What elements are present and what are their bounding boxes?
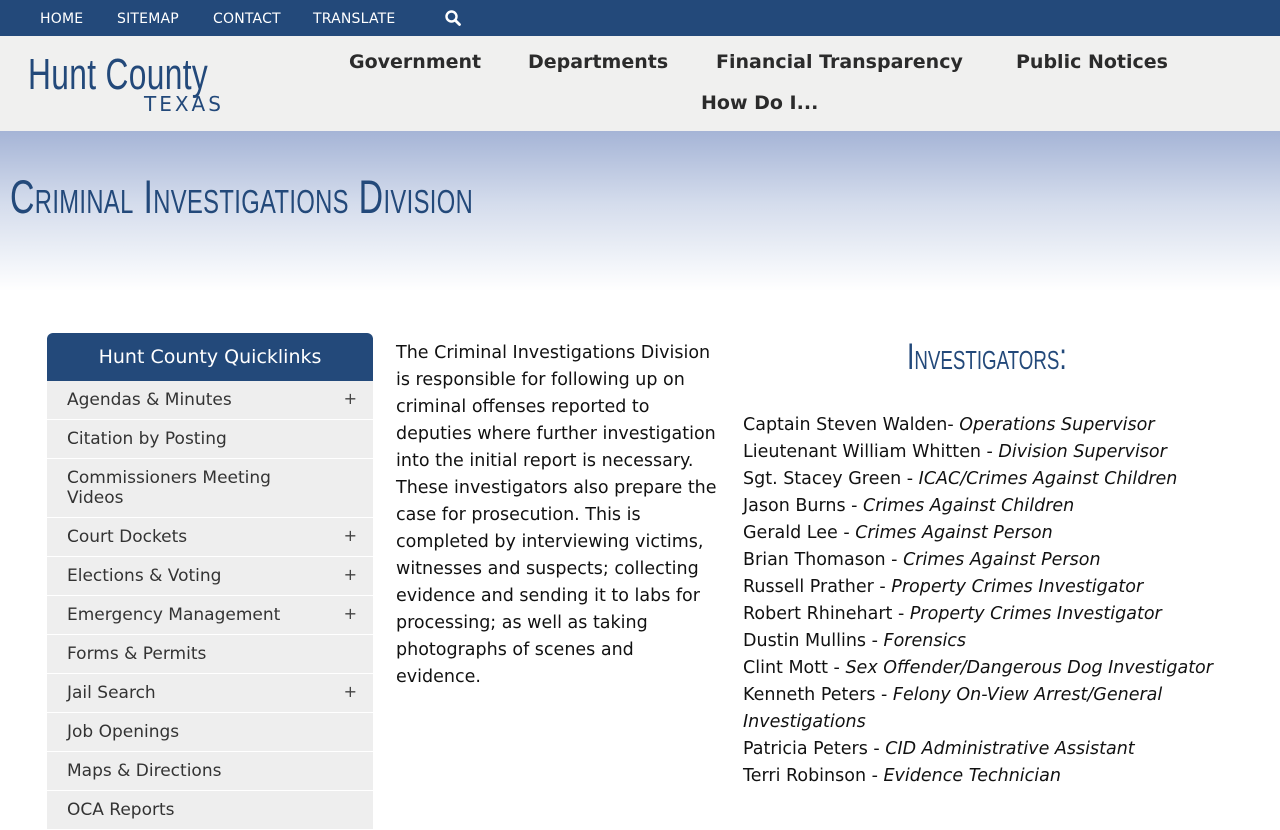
quicklinks-title: Hunt County Quicklinks	[47, 333, 373, 381]
investigator-name: Dustin Mullins -	[743, 631, 884, 651]
investigator-role: Felony On-View Arrest/General Investigations	[743, 685, 1163, 732]
quicklink-item[interactable]	[47, 518, 373, 557]
quicklink-label: Court Dockets	[67, 527, 188, 547]
investigator-entry	[743, 736, 1243, 763]
expand-plus-icon[interactable]: +	[343, 526, 357, 545]
site-header	[0, 36, 1280, 131]
investigator-role: Sex Offender/Dangerous Dog Investigator	[845, 658, 1213, 678]
quicklink-item[interactable]	[47, 459, 373, 518]
expand-plus-icon[interactable]: +	[343, 682, 357, 701]
nav-departments[interactable]: Departments	[528, 51, 669, 73]
investigator-entry	[743, 439, 1243, 466]
quicklinks-sidebar	[47, 333, 373, 830]
investigator-name: Captain Steven Walden-	[743, 415, 960, 435]
investigator-role: Property Crimes Investigator	[909, 604, 1162, 624]
investigator-role: Operations Supervisor	[959, 415, 1155, 435]
investigators-heading: Investigators:	[907, 336, 1067, 377]
quicklink-label: OCA Reports	[67, 800, 175, 820]
quicklink-item[interactable]	[47, 635, 373, 674]
investigator-name: Patricia Peters -	[743, 739, 886, 759]
investigator-role: Forensics	[883, 631, 967, 651]
topbar-link-sitemap[interactable]: SITEMAP	[117, 11, 179, 27]
investigator-entry	[743, 412, 1243, 439]
quicklink-label: Maps & Directions	[67, 761, 222, 781]
topbar-link-translate[interactable]: TRANSLATE	[313, 11, 396, 27]
investigator-role: Crimes Against Person	[855, 523, 1053, 543]
division-description: The Criminal Investigations Division is responsible for following up on criminal offenses reported to deputies where further investigation into the initial report is necessary. These investigators also prepare the case for prosecution. This is completed by interviewing victims, witnesses and suspects; collecting evidence and sending it to labs for processing; as well as taking photographs of scenes and evidence.	[396, 343, 717, 687]
quicklink-label: Citation by Posting	[67, 429, 227, 449]
investigator-entry	[743, 574, 1243, 601]
investigator-role: ICAC/Crimes Against Children	[918, 469, 1178, 489]
investigator-role: Property Crimes Investigator	[891, 577, 1144, 597]
investigator-role: Crimes Against Person	[903, 550, 1101, 570]
quicklink-label: Forms & Permits	[67, 644, 207, 664]
quicklink-label: Commissioners Meeting Videos	[67, 468, 271, 508]
quicklink-item[interactable]	[47, 420, 373, 459]
investigator-role: Division Supervisor	[998, 442, 1167, 462]
topbar-link-home[interactable]: HOME	[40, 11, 84, 27]
page-banner	[0, 131, 1280, 291]
nav-public-notices[interactable]: Public Notices	[1016, 51, 1168, 73]
investigator-entry	[743, 493, 1243, 520]
investigator-name: Kenneth Peters -	[743, 685, 893, 705]
quicklink-label: Emergency Management	[67, 605, 281, 625]
investigator-name: Clint Mott -	[743, 658, 846, 678]
expand-plus-icon[interactable]: +	[343, 389, 357, 408]
investigator-name: Gerald Lee -	[743, 523, 856, 543]
quicklink-item[interactable]	[47, 713, 373, 752]
investigator-role: CID Administrative Assistant	[885, 739, 1135, 759]
quicklink-label: Jail Search	[67, 683, 156, 703]
investigator-entry	[743, 520, 1243, 547]
hunt-county-logo[interactable]	[28, 50, 233, 118]
expand-plus-icon[interactable]: +	[343, 604, 357, 623]
quicklink-item[interactable]	[47, 752, 373, 791]
quicklink-label: Elections & Voting	[67, 566, 222, 586]
investigator-name: Brian Thomason -	[743, 550, 904, 570]
investigator-entry	[743, 601, 1243, 628]
topbar-link-contact[interactable]: CONTACT	[213, 11, 281, 27]
expand-plus-icon[interactable]: +	[343, 565, 357, 584]
logo-line-2: TEXAS	[144, 92, 224, 116]
search-icon[interactable]	[444, 9, 462, 27]
investigator-name: Terri Robinson -	[743, 766, 884, 786]
investigators-list	[743, 412, 1243, 790]
investigator-entry	[743, 466, 1243, 493]
investigator-name: Sgt. Stacey Green -	[743, 469, 919, 489]
investigator-name: Robert Rhinehart -	[743, 604, 910, 624]
investigator-name: Russell Prather -	[743, 577, 892, 597]
top-utility-bar	[0, 0, 1280, 36]
investigator-entry	[743, 628, 1243, 655]
investigator-entry	[743, 655, 1243, 682]
nav-financial-transparency[interactable]: Financial Transparency	[716, 51, 963, 73]
investigator-entry	[743, 547, 1243, 574]
logo-line-1: Hunt County	[28, 50, 209, 99]
investigator-entry	[743, 763, 1243, 790]
page-title: Criminal Investigations Division	[10, 170, 474, 223]
quicklink-label: Agendas & Minutes	[67, 390, 232, 410]
quicklink-item[interactable]	[47, 557, 373, 596]
nav-government[interactable]: Government	[349, 51, 482, 73]
quicklink-item[interactable]	[47, 674, 373, 713]
quicklink-item[interactable]	[47, 381, 373, 420]
investigator-entry	[743, 682, 1243, 736]
quicklink-label: Job Openings	[67, 722, 180, 742]
quicklink-item[interactable]	[47, 791, 373, 830]
investigator-role: Evidence Technician	[883, 766, 1061, 786]
investigator-name: Jason Burns -	[743, 496, 863, 516]
nav-how-do-i[interactable]: How Do I...	[701, 92, 819, 114]
quicklinks-list	[47, 381, 373, 830]
quicklink-item[interactable]	[47, 596, 373, 635]
investigator-role: Crimes Against Children	[863, 496, 1075, 516]
investigator-name: Lieutenant William Whitten -	[743, 442, 999, 462]
